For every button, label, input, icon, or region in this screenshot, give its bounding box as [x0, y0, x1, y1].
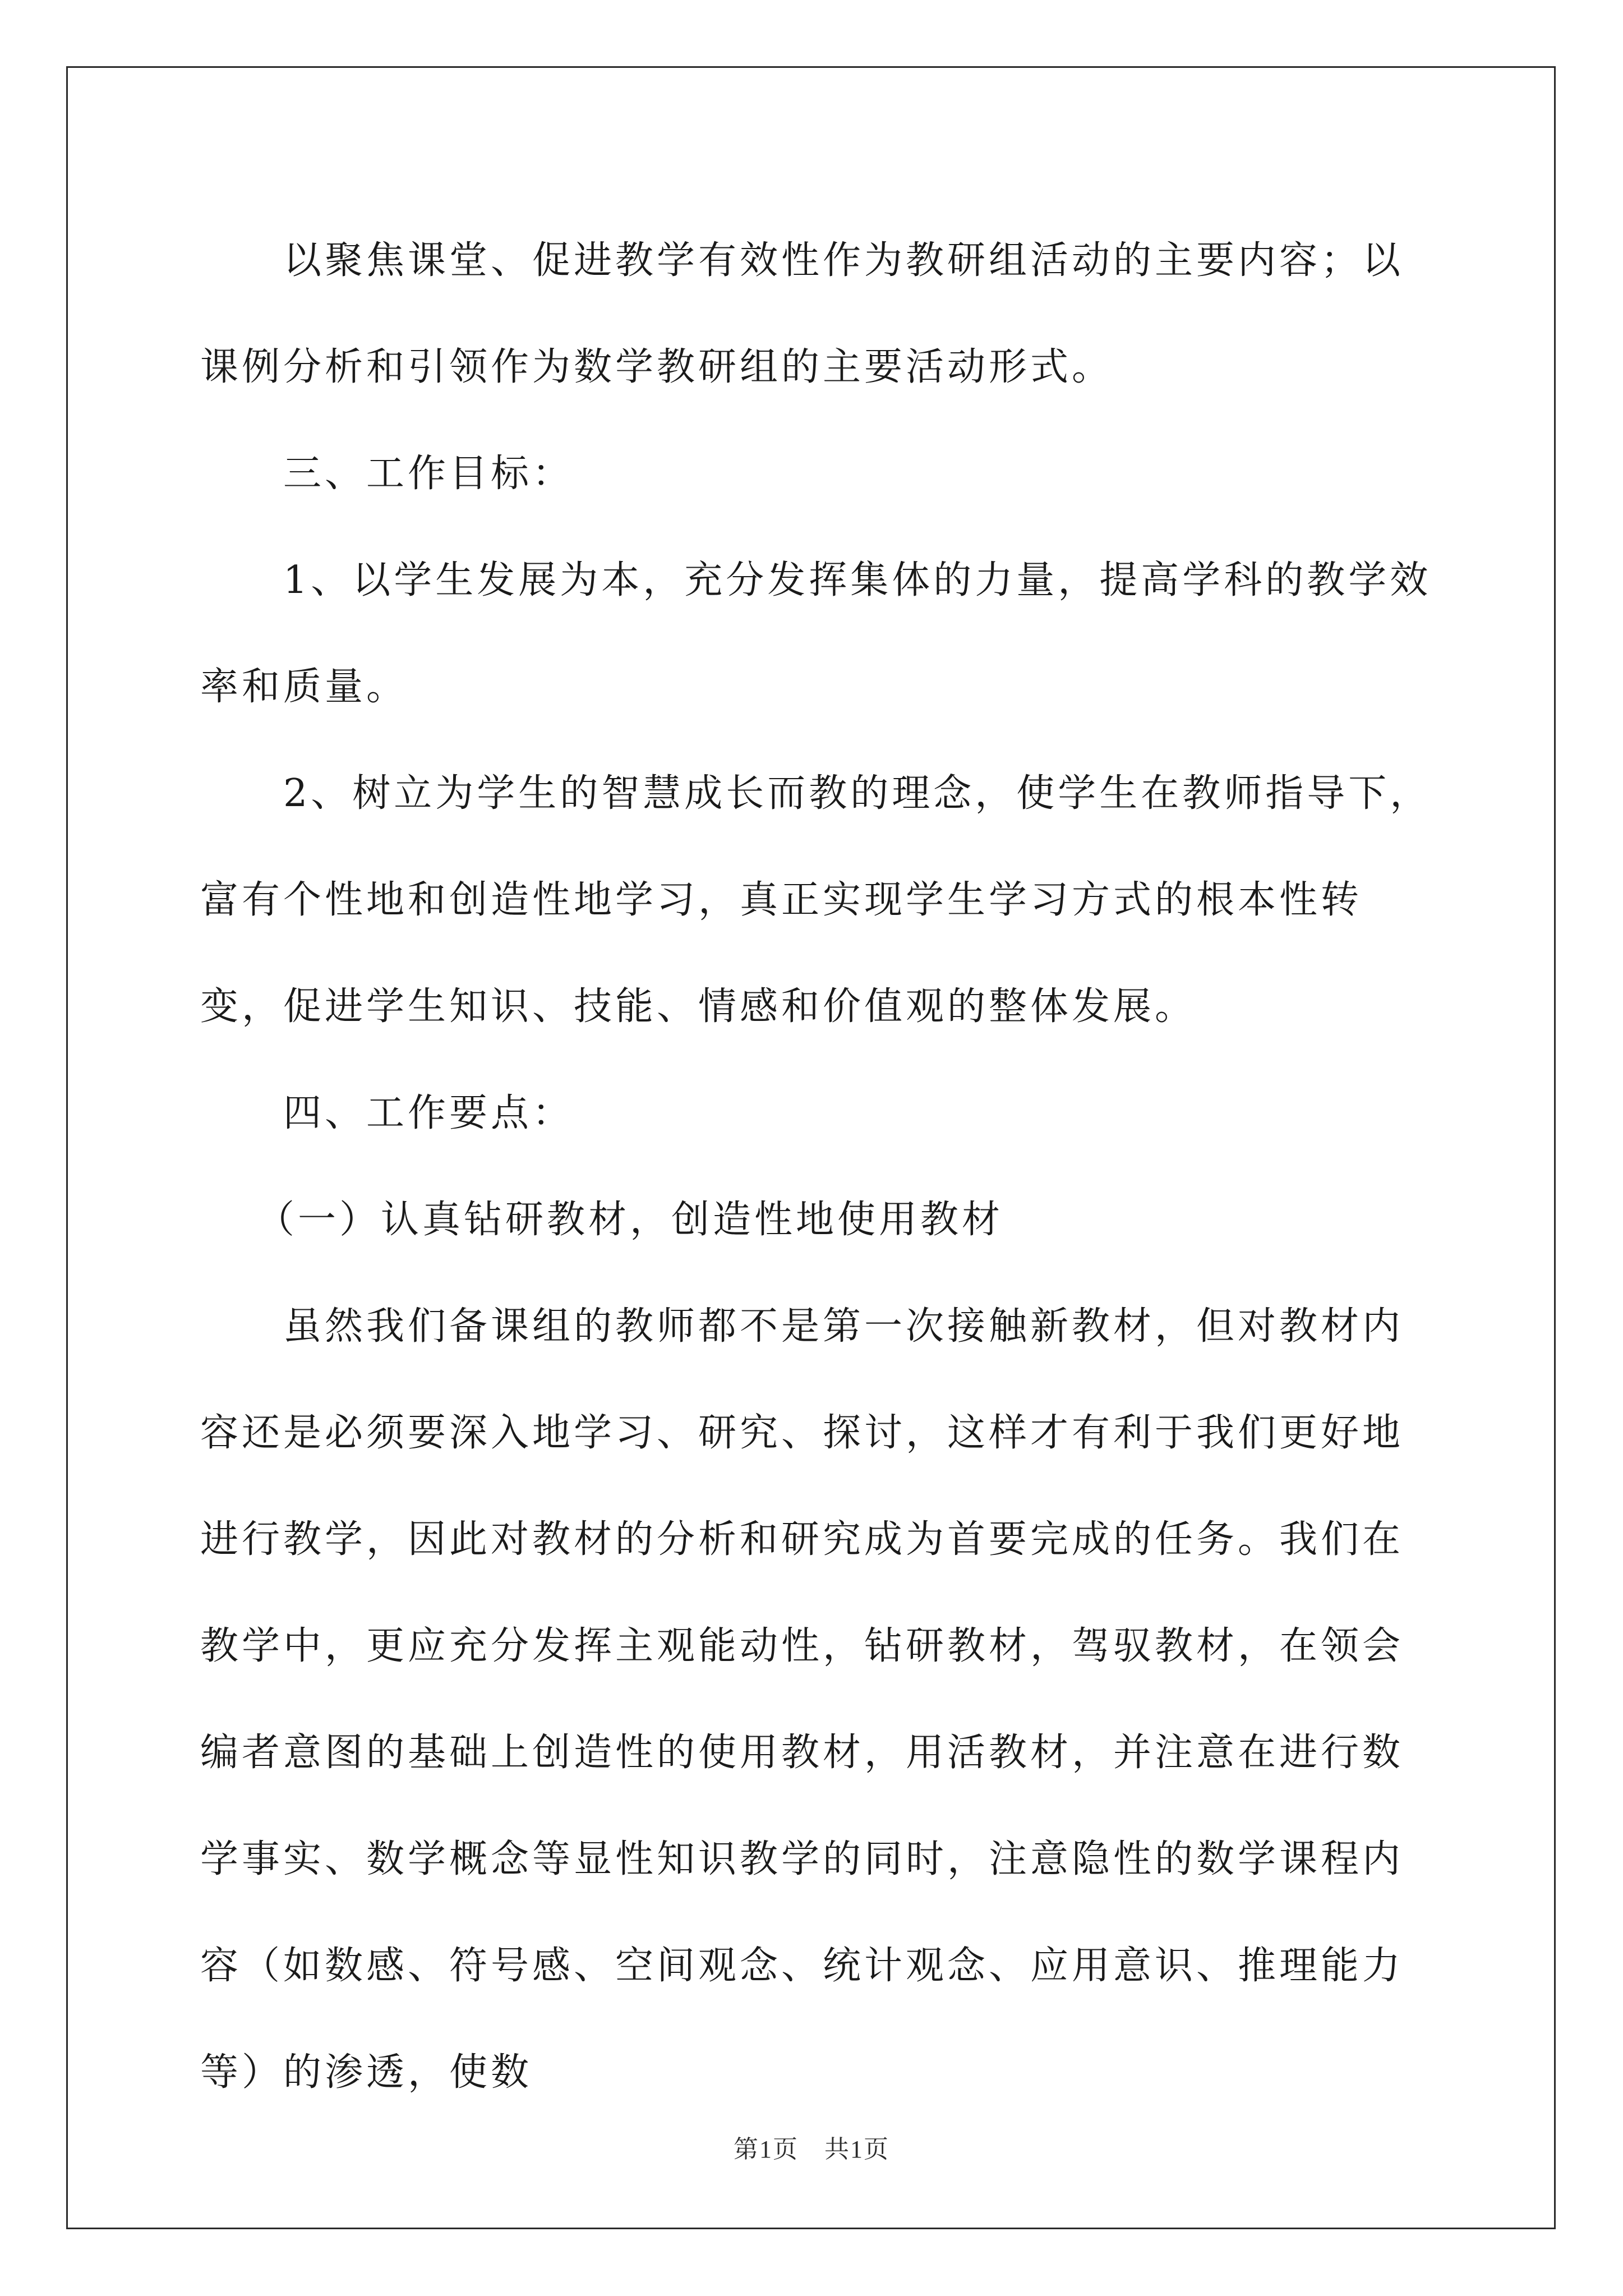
heading-work-points: 四、工作要点： [283, 1091, 574, 1135]
page-footer: 第1页 共1页 [734, 2136, 889, 2163]
paragraph-activity-focus: 以聚焦课堂、促进教学有效性作为教研组活动的主要内容；以课例分析和引领作为数学教研组的主要活动形式。 [200, 238, 1404, 389]
subheading-study-textbook: （一）认真钻研教材，创造性地使用教材 [256, 1198, 1004, 1242]
paragraph-goal-1: 1、以学生发展为本，充分发挥集体的力量，提高学科的教学效率和质量。 [200, 558, 1432, 709]
paragraph-textbook-study: 虽然我们备课组的教师都不是第一次接触新教材，但对教材内容还是必须要深入地学习、研究、探讨，这样才有利于我们更好地进行教学，因此对教材的分析和研究成为首要完成的任务。我们在教学中，更应充分发挥主观能动性，钻研教材，驾驭教材，在领会编者意图的基础上创造性的使用教材，用活教材，并注意在进行数学事实、数学概念等显性知识教学的同时，注意隐性的数学课程内容（如数感、符号感、空间观念、统计观念、应用意识、推理能力等）的渗透，使数 [200, 1304, 1404, 2095]
heading-work-goals: 三、工作目标： [283, 452, 574, 496]
document-body [200, 208, 1444, 2126]
paragraph-goal-2: 2、树立为学生的智慧成长而教的理念，使学生在教师指导下，富有个性地和创造性地学习，真正实现学生学习方式的根本性转变，促进学生知识、技能、情感和价值观的整体发展。 [200, 771, 1432, 1029]
